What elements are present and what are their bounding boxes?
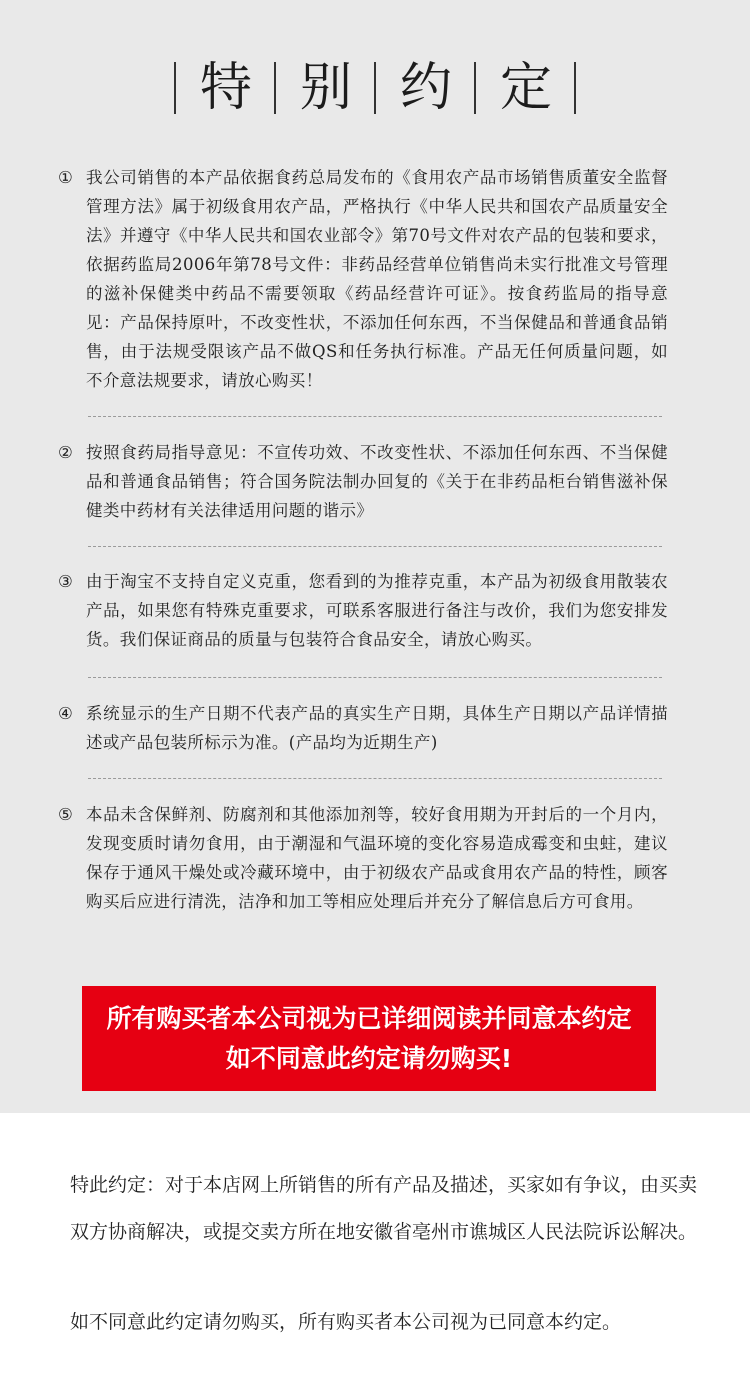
title-divider [574, 62, 576, 114]
clause-text: 由于淘宝不支持自定义克重，您看到的为推荐克重，本产品为初级食用散装农产品，如果您有特殊克重要求，可联系客服进行备注与改价，我们为您安排发货。我们保证商品的质量与包装符合食品安全，请放心购买。 [86, 572, 668, 649]
clause-number: ② [58, 443, 73, 462]
title-char: 定 [474, 62, 574, 114]
clause-text: 我公司销售的本产品依据食药总局发布的《食用农产品市场销售质董安全监督管理方法》属于初级食用农产品，严格执行《中华人民共和国农产品质量安全法》并遵守《中华人民共和国农业部令》第70号文件对农产品的包装和要求，依据药监局2006年第78号文件：非药品经营单位销售尚未实行批准文号管理的滋补保健类中药品不需要领取《药品经营许可证》。按食药监局的指导意见：产品保持原叶，不改变性状，不添加任何东西，不当保健品和普通食品销售，由于法规受限该产品不做QS和任务执行标准。产品无任何质量问题，如不介意法规要求，请放心购买！ [86, 168, 668, 390]
clause-number: ④ [58, 704, 73, 723]
clause-2 [58, 438, 668, 525]
dispute-clause: 特此约定：对于本店网上所销售的所有产品及描述，买家如有争议，由买卖双方协商解决，或提交卖方所在地安徽省亳州市谯城区人民法院诉讼解决。 [70, 1174, 698, 1243]
divider [88, 778, 662, 779]
divider [88, 416, 662, 417]
clause-1 [58, 163, 668, 395]
page-title [0, 58, 750, 118]
clause-number: ③ [58, 572, 73, 591]
clause-text: 本品未含保鲜剂、防腐剂和其他添加剂等，较好食用期为开封后的一个月内，发现变质时请勿食用，由于潮湿和气温环境的变化容易造成霉变和虫蛀，建议保存于通风干燥处或冷藏环境中，由于初级农产品或食用农产品的特性，顾客购买后应进行清洗，洁净和加工等相应处理后并充分了解信息后方可食用。 [86, 805, 668, 911]
clause-text: 按照食药局指导意见：不宣传功效、不改变性状、不添加任何东西、不当保健品和普通食品销售；符合国务院法制办回复的《关于在非药品柜台销售滋补保健类中药材有关法律适用问题的谐示》 [86, 443, 668, 520]
notice-line-2: 如不同意此约定请勿购买! [225, 1043, 513, 1073]
divider [88, 677, 662, 678]
clause-text: 系统显示的生产日期不代表产品的真实生产日期，具体生产日期以产品详情描述或产品包装所标示为准。(产品均为近期生产) [86, 704, 668, 752]
clause-number: ⑤ [58, 805, 73, 824]
notice-line-1: 所有购买者本公司视为已详细阅读并同意本约定 [106, 1003, 632, 1033]
clause-number: ① [58, 168, 73, 187]
closing-statement: 如不同意此约定请勿购买，所有购买者本公司视为已同意本约定。 [70, 1311, 622, 1333]
clause-4 [58, 699, 668, 757]
clause-5 [58, 800, 668, 916]
divider [88, 546, 662, 547]
title-char: 约 [374, 62, 474, 114]
purchase-notice-banner [82, 986, 656, 1091]
title-char: 特 [174, 62, 274, 114]
clause-3 [58, 567, 668, 654]
title-char: 别 [274, 62, 374, 114]
